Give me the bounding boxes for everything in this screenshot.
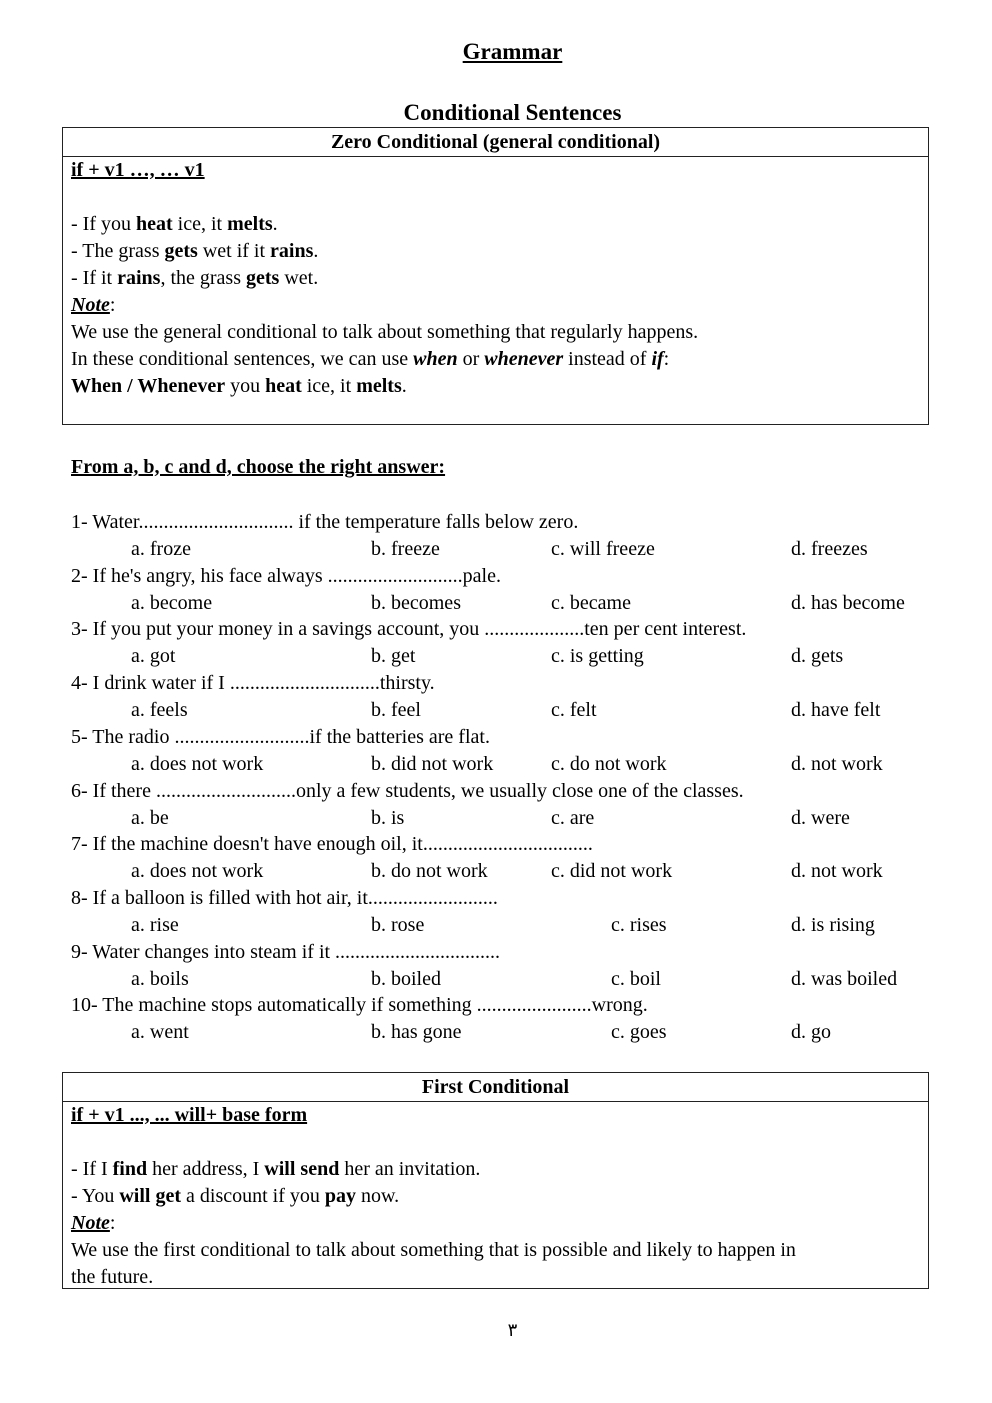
answer-option-b: b. is — [371, 806, 405, 829]
answer-option-c: c. rises — [611, 913, 667, 936]
zero-conditional-heading: Zero Conditional (general conditional) — [63, 128, 928, 157]
first-conditional-heading: First Conditional — [63, 1073, 928, 1102]
answer-option-c: c. became — [551, 591, 631, 614]
answer-option-c: c. will freeze — [551, 538, 655, 560]
answer-option-d: d. go — [791, 1021, 831, 1044]
answer-option-a: a. got — [131, 645, 176, 668]
first-conditional-note-text — [71, 1237, 920, 1291]
answer-option-d: d. gets — [791, 645, 844, 668]
answer-option-b: b. feel — [371, 699, 421, 722]
text-line: - If you heat ice, it melts. — [71, 213, 278, 235]
question-text: 6- If there ............................only a few students, we usually close one of the classes. — [71, 779, 744, 802]
answer-option-b: b. has gone — [371, 1021, 462, 1044]
exercise-instruction: From a, b, c and d, choose the right answer: — [71, 456, 446, 478]
answer-option-a: a. rise — [131, 913, 179, 936]
text-line: We use the first conditional to talk about something that is possible and likely to happen in — [71, 1239, 796, 1261]
zero-conditional-box — [62, 127, 929, 425]
zero-conditional-formula: if + v1 …, … v1 — [71, 159, 205, 181]
answer-option-b: b. did not work — [371, 752, 494, 775]
question-text: 2- If he's angry, his face always ...........................pale. — [71, 564, 501, 587]
first-conditional-examples — [71, 1156, 920, 1210]
answer-option-b: b. becomes — [371, 591, 461, 614]
answer-option-d: d. were — [791, 806, 850, 829]
answer-option-a: a. went — [131, 1021, 189, 1044]
answer-option-a: a. does not work — [131, 752, 264, 775]
answer-option-d: d. freezes — [791, 538, 868, 560]
answer-option-d: d. not work — [791, 752, 883, 775]
text-line: - If it rains, the grass gets wet. — [71, 267, 319, 289]
text-line: the future. — [71, 1266, 154, 1288]
zero-conditional-note-text — [71, 319, 920, 400]
question-text: 10- The machine stops automatically if something .......................wrong. — [71, 994, 648, 1017]
text-line: - You will get a discount if you pay now. — [71, 1185, 400, 1207]
answer-option-c: c. is getting — [551, 645, 644, 668]
question-text: 7- If the machine doesn't have enough oil, it.................................. — [71, 833, 593, 856]
answer-option-c: c. felt — [551, 699, 597, 722]
page-number: ٣ — [507, 1320, 518, 1341]
text-line: In these conditional sentences, we can use when or whenever instead of if: — [71, 348, 670, 370]
zero-conditional-note-label: Note: — [71, 294, 116, 316]
answer-option-c: c. do not work — [551, 752, 667, 775]
answer-option-d: d. has become — [791, 591, 905, 614]
answer-option-a: a. boils — [131, 967, 189, 990]
text-line: - If I find her address, I will send her an invitation. — [71, 1158, 481, 1180]
first-conditional-box — [62, 1072, 929, 1289]
answer-option-b: b. rose — [371, 913, 425, 936]
answer-option-a: a. does not work — [131, 860, 264, 883]
answer-option-b: b. get — [371, 645, 416, 668]
answer-option-a: a. be — [131, 806, 169, 829]
question-text: 4- I drink water if I ..............................thirsty. — [71, 672, 435, 695]
answer-option-a: a. become — [131, 591, 213, 614]
page-subtitle: Conditional Sentences — [403, 100, 622, 125]
question-text: 8- If a balloon is filled with hot air, it.......................... — [71, 886, 498, 909]
answer-option-c: c. are — [551, 806, 595, 829]
answer-option-b: b. do not work — [371, 860, 488, 883]
question-text: 9- Water changes into steam if it ................................. — [71, 940, 501, 963]
answer-option-c: c. goes — [611, 1021, 667, 1044]
zero-conditional-examples — [71, 211, 920, 292]
first-conditional-formula: if + v1 ..., ... will+ base form — [71, 1104, 308, 1126]
answer-option-c: c. did not work — [551, 860, 673, 883]
answer-option-a: a. feels — [131, 699, 188, 722]
text-line: When / Whenever you heat ice, it melts. — [71, 375, 407, 397]
first-conditional-note-label: Note: — [71, 1212, 116, 1234]
text-line: - The grass gets wet if it rains. — [71, 240, 319, 262]
answer-option-d: d. not work — [791, 860, 883, 883]
answer-option-d: d. is rising — [791, 913, 875, 936]
question-text: 1- Water............................... if the temperature falls below zero. — [71, 511, 579, 533]
text-line: We use the general conditional to talk about something that regularly happens. — [71, 321, 699, 343]
question-text: 5- The radio ...........................if the batteries are flat. — [71, 725, 490, 748]
page-title: Grammar — [462, 39, 563, 64]
answer-option-b: b. freeze — [371, 538, 440, 560]
answer-option-c: c. boil — [611, 967, 661, 990]
answer-option-b: b. boiled — [371, 967, 441, 990]
answer-option-d: d. have felt — [791, 699, 881, 722]
question-text: 3- If you put your money in a savings account, you ....................ten per cent interest. — [71, 618, 747, 641]
answer-option-d: d. was boiled — [791, 967, 898, 990]
answer-option-a: a. froze — [131, 538, 191, 560]
